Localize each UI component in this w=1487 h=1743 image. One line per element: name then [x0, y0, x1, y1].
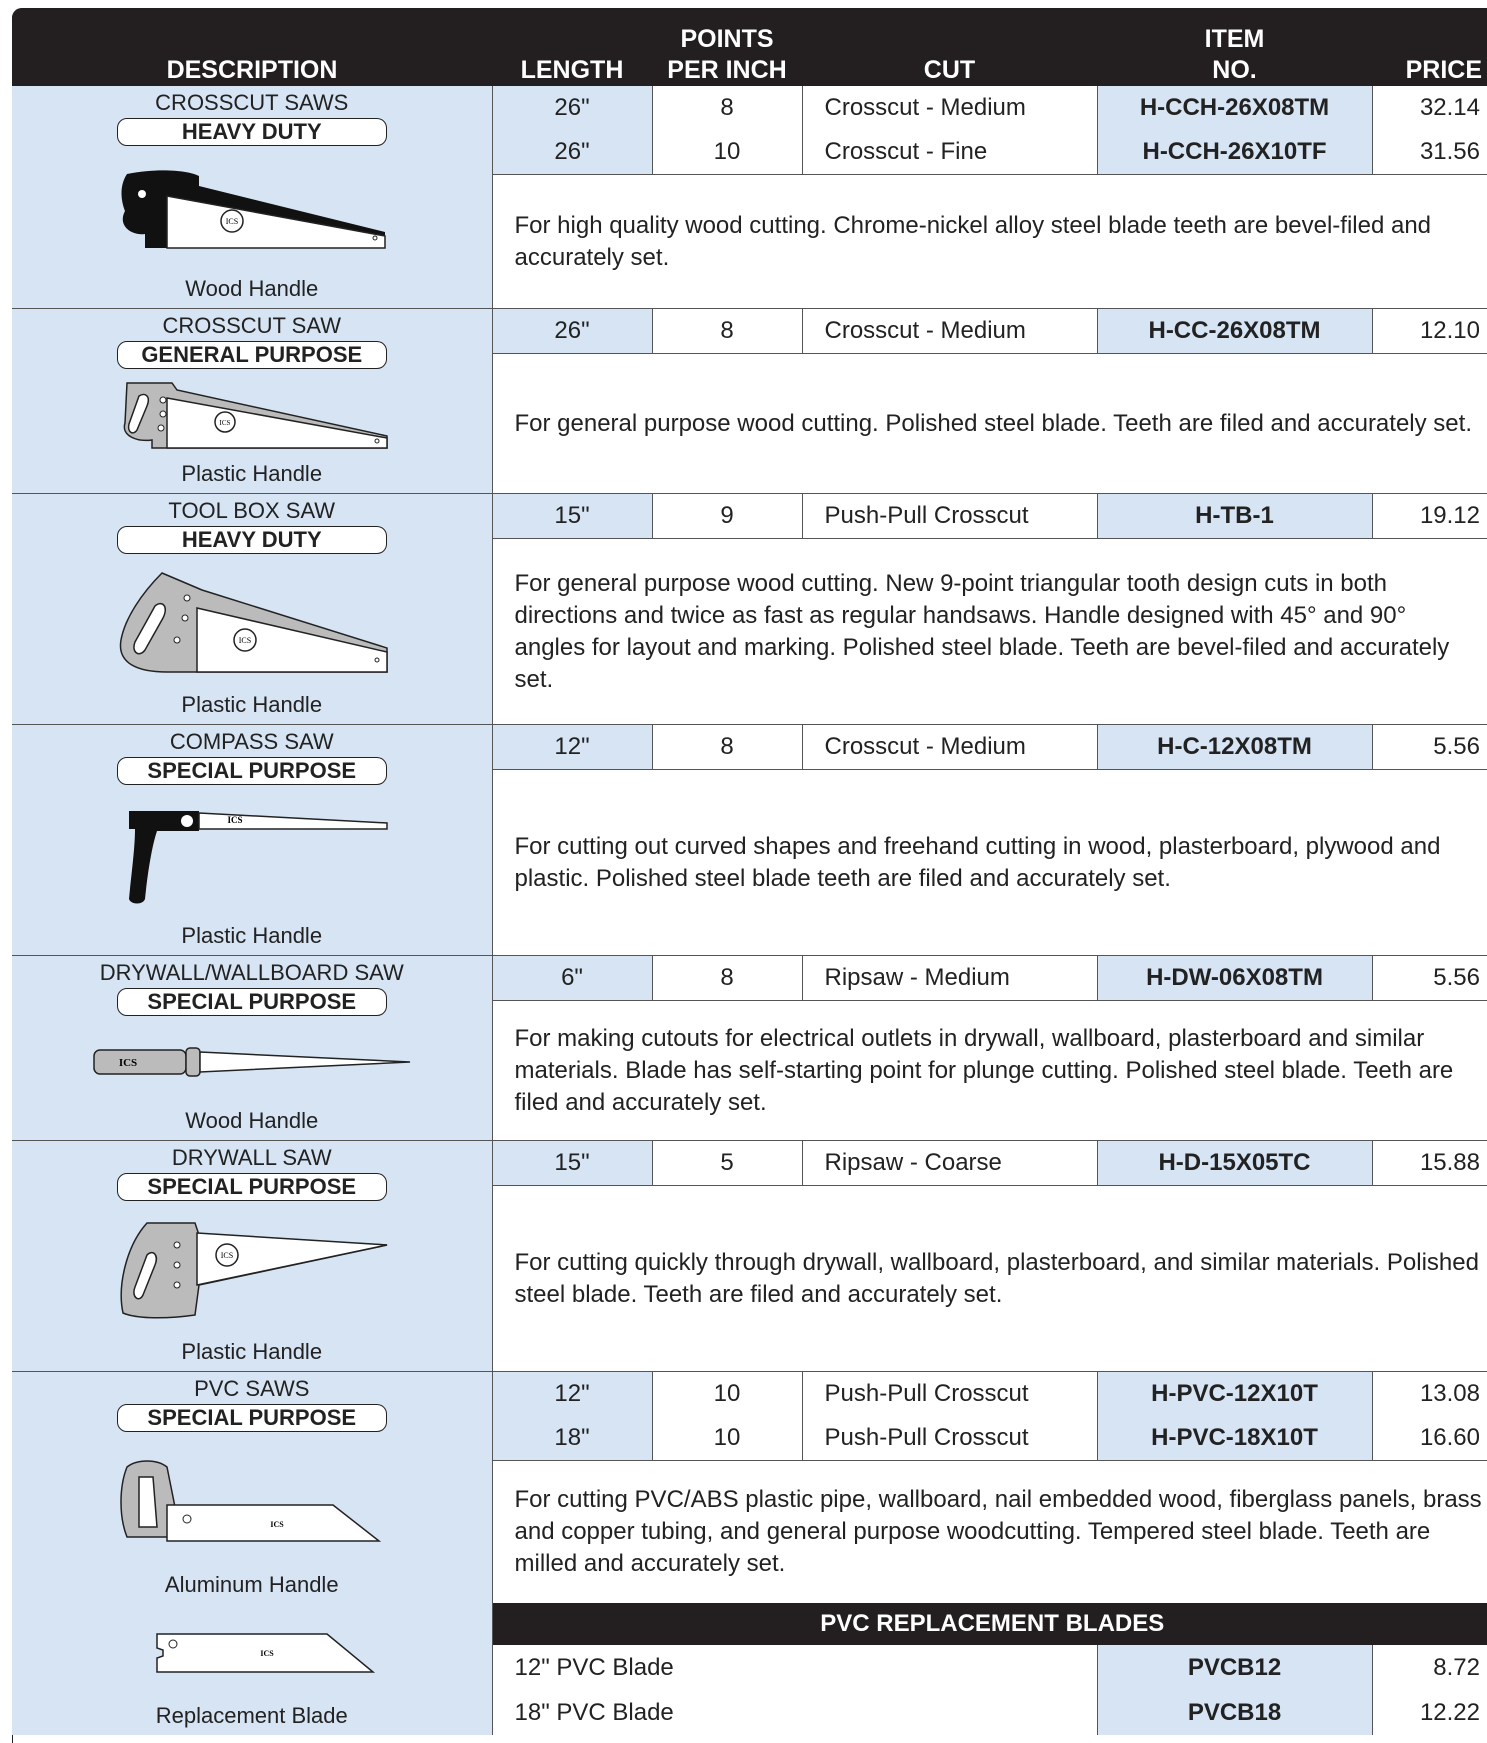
- product-name: TOOL BOX SAW: [168, 498, 336, 523]
- cut-cell: Crosscut - Medium: [802, 309, 1097, 354]
- ics-logo-text: ICS: [260, 1649, 274, 1658]
- length-cell: 6": [492, 956, 652, 1001]
- product-note: For cutting quickly through drywall, wallboard, plasterboard, and similar materials. Polished steel blade. Teeth are filed and accurately set.: [492, 1186, 1487, 1372]
- plastic-handle-saw-icon: [107, 378, 397, 453]
- ics-logo-text: ICS: [238, 636, 251, 645]
- points-cell: 10: [652, 1372, 802, 1417]
- header-points-line2: PER INCH: [667, 56, 787, 84]
- points-cell: 8: [652, 956, 802, 1001]
- product-name: CROSSCUT SAWS: [155, 90, 349, 115]
- points-cell: 8: [652, 86, 802, 130]
- ics-logo-text: ICS: [225, 217, 238, 226]
- product-description: [12, 309, 492, 494]
- header-description: DESCRIPTION: [12, 8, 492, 86]
- product-note: For cutting PVC/ABS plastic pipe, wallboard, nail embedded wood, fiberglass panels, brass and copper tubing, and general purpose woodcutting. Tempered steel blade. Teeth are milled and accurately set.: [514, 1486, 1482, 1577]
- points-cell: 10: [652, 1416, 802, 1461]
- price-cell: 15.88: [1372, 1141, 1487, 1186]
- saw-price-table: [12, 8, 1487, 1735]
- product-note: For cutting out curved shapes and freehand cutting in wood, plasterboard, plywood and plastic. Polished steel blade teeth are filed and accurately set.: [492, 770, 1487, 956]
- cut-cell: Push-Pull Crosscut: [802, 1372, 1097, 1417]
- product-name: CROSSCUT SAW: [162, 313, 341, 338]
- header-cut: CUT: [802, 8, 1097, 86]
- ics-logo-text: ICS: [220, 1251, 233, 1260]
- compass-saw-icon: [107, 799, 397, 909]
- cut-cell: Push-Pull Crosscut: [802, 494, 1097, 539]
- header-item: [1097, 8, 1372, 86]
- purpose-badge: HEAVY DUTY: [117, 118, 387, 146]
- item-number: H-CCH-26X08TM: [1097, 86, 1372, 130]
- pvc-saw-icon: [107, 1457, 397, 1547]
- product-note: For general purpose wood cutting. New 9-point triangular tooth design cuts in both directions and twice as fast as regular handsaws. Handle designed with 45° and 90° angles for layout and marking. Polished steel blade. Teeth are bevel-filed and accurately set.: [492, 539, 1487, 725]
- length-cell: 26": [492, 86, 652, 130]
- length-cell: 26": [492, 130, 652, 175]
- price-cell: 19.12: [1372, 494, 1487, 539]
- product-row: [12, 1372, 1487, 1417]
- product-row: [12, 494, 1487, 539]
- product-name: COMPASS SAW: [169, 729, 334, 754]
- price-cell: 12.10: [1372, 309, 1487, 354]
- points-cell: 9: [652, 494, 802, 539]
- points-cell: 5: [652, 1141, 802, 1186]
- header-points: [652, 8, 802, 86]
- product-note: For making cutouts for electrical outlets in drywall, wallboard, plasterboard and similar materials. Blade has self-starting point for plunge cutting. Polished steel blade. Teeth are filed and accurately set.: [492, 1001, 1487, 1141]
- product-description: [12, 725, 492, 956]
- product-description: [12, 1141, 492, 1372]
- product-name: PVC SAWS: [194, 1376, 310, 1401]
- length-cell: 26": [492, 309, 652, 354]
- cut-cell: Crosscut - Medium: [802, 725, 1097, 770]
- item-number: H-DW-06X08TM: [1097, 956, 1372, 1001]
- saw-catalog: [12, 8, 1487, 1735]
- product-note: For general purpose wood cutting. Polished steel blade. Teeth are filed and accurately set.: [492, 354, 1487, 494]
- item-number: H-PVC-12X10T: [1097, 1372, 1372, 1417]
- header-item-line1: ITEM: [1204, 25, 1265, 53]
- product-note: For high quality wood cutting. Chrome-nickel alloy steel blade teeth are bevel-filed and accurately set.: [492, 175, 1487, 309]
- item-number: H-CC-26X08TM: [1097, 309, 1372, 354]
- handle-type: Plastic Handle: [181, 692, 323, 717]
- product-row: [12, 86, 1487, 130]
- price-cell: 8.72: [1433, 1653, 1480, 1681]
- wood-handle-saw-icon: [107, 166, 397, 256]
- blade-name: 12" PVC Blade: [492, 1645, 1097, 1690]
- cut-cell: Ripsaw - Medium: [802, 956, 1097, 1001]
- handle-type: Aluminum Handle: [164, 1572, 339, 1597]
- cut-cell: Ripsaw - Coarse: [802, 1141, 1097, 1186]
- header-length: LENGTH: [492, 8, 652, 86]
- price-cell: 31.56: [1372, 130, 1487, 175]
- price-cell: 5.56: [1372, 956, 1487, 1001]
- price-cell: 13.08: [1419, 1380, 1480, 1407]
- purpose-badge: SPECIAL PURPOSE: [117, 1173, 387, 1201]
- product-description: [12, 494, 492, 725]
- wallboard-saw-icon: [92, 1042, 412, 1082]
- item-number: H-CCH-26X10TF: [1097, 130, 1372, 175]
- price-cell: 5.56: [1372, 725, 1487, 770]
- handle-type: Plastic Handle: [181, 923, 323, 948]
- item-number: H-PVC-18X10T: [1097, 1416, 1372, 1461]
- cut-cell: Push-Pull Crosscut: [802, 1416, 1097, 1461]
- cut-cell: Crosscut - Medium: [802, 86, 1097, 130]
- replacement-blades-title: PVC REPLACEMENT BLADES: [492, 1603, 1487, 1645]
- price-cell: 32.14: [1419, 94, 1480, 121]
- length-cell: 15": [492, 1141, 652, 1186]
- price-cell: 12.22: [1419, 1698, 1480, 1726]
- length-cell: 12": [492, 1372, 652, 1417]
- header-points-line1: POINTS: [680, 25, 774, 53]
- replacement-row: [12, 1645, 1487, 1690]
- length-cell: 12": [492, 725, 652, 770]
- replacement-description: [12, 1645, 492, 1735]
- product-name: DRYWALL/WALLBOARD SAW: [99, 960, 404, 985]
- purpose-badge: GENERAL PURPOSE: [117, 341, 387, 369]
- product-row: [12, 1141, 1487, 1186]
- header-row: [12, 8, 1487, 86]
- purpose-badge: SPECIAL PURPOSE: [117, 988, 387, 1016]
- header-item-line2: NO.: [1212, 56, 1257, 84]
- replacement-label: Replacement Blade: [155, 1703, 348, 1728]
- handle-type: Plastic Handle: [181, 461, 323, 486]
- ics-logo-text: ICS: [227, 815, 243, 825]
- purpose-badge: SPECIAL PURPOSE: [117, 1404, 387, 1432]
- item-number: H-D-15X05TC: [1097, 1141, 1372, 1186]
- ics-logo-text: ICS: [219, 418, 231, 427]
- handle-type: Wood Handle: [185, 1108, 319, 1133]
- drywall-saw-icon: [107, 1215, 397, 1325]
- purpose-badge: SPECIAL PURPOSE: [117, 757, 387, 785]
- ics-logo-text: ICS: [270, 1520, 284, 1529]
- points-cell: 10: [652, 130, 802, 175]
- handle-type: Wood Handle: [185, 276, 319, 301]
- item-number: H-TB-1: [1097, 494, 1372, 539]
- replacement-blade-icon: [107, 1628, 397, 1676]
- header-price: PRICE: [1372, 8, 1487, 86]
- price-cell: 16.60: [1372, 1416, 1487, 1461]
- item-number: PVCB18: [1097, 1690, 1372, 1735]
- product-row: [12, 309, 1487, 354]
- points-cell: 8: [652, 725, 802, 770]
- handle-type: Plastic Handle: [181, 1339, 323, 1364]
- product-name: DRYWALL SAW: [171, 1145, 332, 1170]
- points-cell: 8: [652, 309, 802, 354]
- tool-box-saw-icon: [107, 568, 397, 678]
- ics-logo-text: ICS: [118, 1057, 137, 1069]
- length-cell: 15": [492, 494, 652, 539]
- blade-name: 18" PVC Blade: [492, 1690, 1097, 1735]
- length-cell: 18": [492, 1416, 652, 1461]
- product-row: [12, 725, 1487, 770]
- item-number: PVCB12: [1097, 1645, 1372, 1690]
- purpose-badge: HEAVY DUTY: [117, 526, 387, 554]
- cut-cell: Crosscut - Fine: [802, 130, 1097, 175]
- product-description: [12, 956, 492, 1141]
- product-description: [12, 86, 492, 309]
- item-number: H-C-12X08TM: [1097, 725, 1372, 770]
- product-row: [12, 956, 1487, 1001]
